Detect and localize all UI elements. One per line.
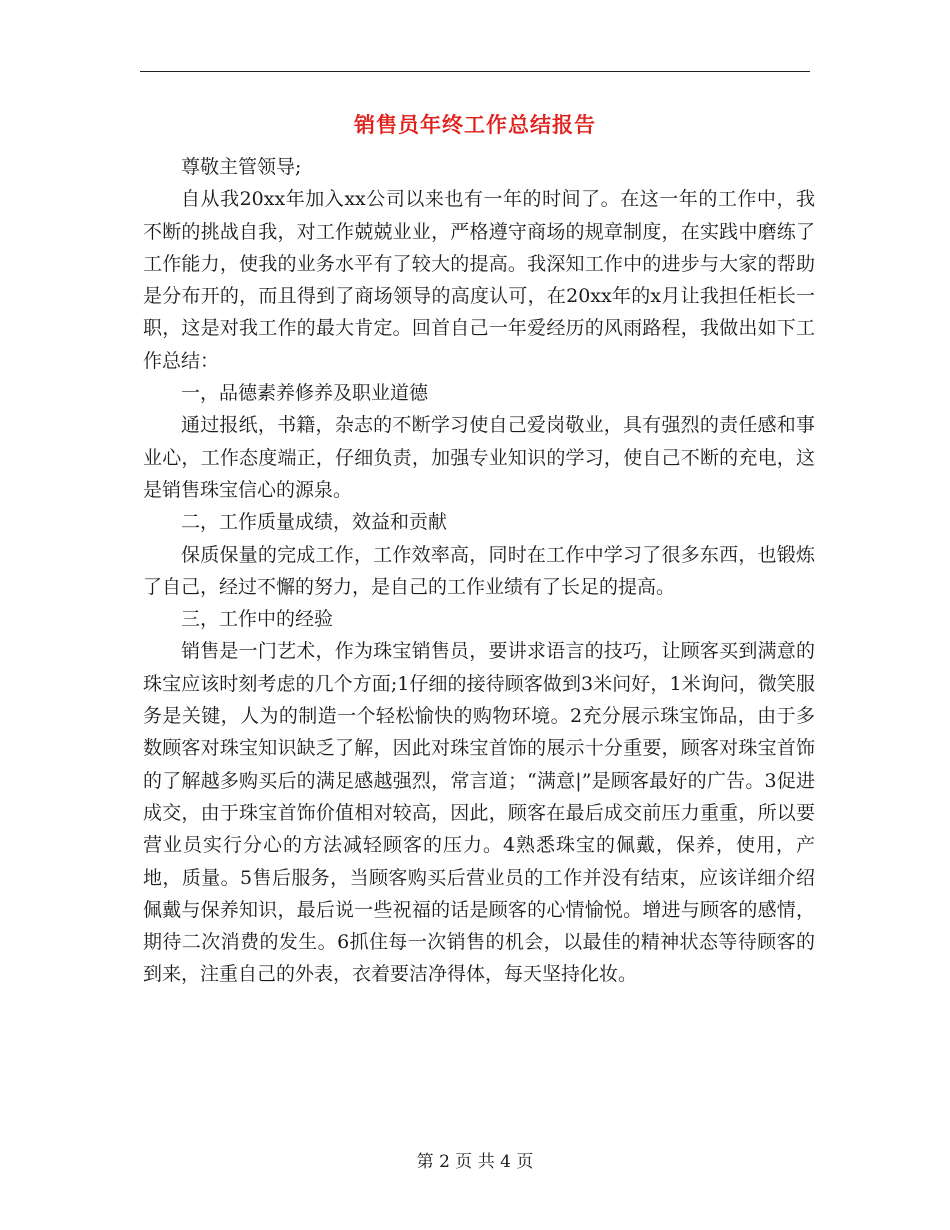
- header-rule: [140, 71, 810, 72]
- section-heading-2: 二，工作质量成绩，效益和贡献: [181, 511, 448, 534]
- section-1-paragraph: 通过报纸，书籍，杂志的不断学习使自己爱岗敬业，具有强烈的责任感和事业心，工作态度端正，仔细负责，加强专业知识的学习，使自己不断的充电，这是销售珠宝信心的源泉。: [143, 414, 815, 501]
- page-number-footer: 第 2 页 共 4 页: [416, 1152, 534, 1172]
- section-heading-3: 三，工作中的经验: [181, 608, 334, 631]
- section-3-paragraph: 销售是一门艺术，作为珠宝销售员，要讲求语言的技巧，让顾客买到满意的珠宝应该时刻考虑的几个方面;1仔细的接待顾客做到3米问好，1米询问，微笑服务是关键，人为的制造一个轻松愉快的购物环境。2充分展示珠宝饰品，由于多数顾客对珠宝知识缺乏了解，因此对珠宝首饰的展示十分重要，顾客对珠宝首饰的了解越多购买后的满足感越强烈，常言道；“满意|”是顾客最好的广告。3促进成交，由于珠宝首饰价值相对较高，因此，顾客在最后成交前压力重重，所以要营业员实行分心的方法减轻顾客的压力。4熟悉珠宝的佩戴，保养，使用，产地，质量。5售后服务，当顾客购买后营业员的工作并没有结束，应该详细介绍佩戴与保养知识，最后说一些祝福的话是顾客的心情愉悦。增进与顾客的感情，期待二次消费的发生。6抓住每一次销售的机会，以最佳的精神状态等待顾客的到来，注重自己的外表，衣着要洁净得体，每天坚持化妆。: [143, 640, 815, 986]
- document-title: 销售员年终工作总结报告: [354, 112, 596, 137]
- document-body: [143, 151, 815, 991]
- salutation-paragraph: 尊敬主管领导;: [181, 156, 302, 178]
- intro-paragraph: 自从我20xx年加入xx公司以来也有一年的时间了。在这一年的工作中，我不断的挑战自我，对工作兢兢业业，严格遵守商场的规章制度，在实践中磨练了工作能力，使我的业务水平有了较大的提高。我深知工作中的进步与大家的帮助是分布开的，而且得到了商场领导的高度认可，在20xx年的x月让我担任柜长一职，这是对我工作的最大肯定。回首自己一年爱经历的风雨路程，我做出如下工作总结：: [143, 188, 815, 372]
- section-2-paragraph: 保质保量的完成工作，工作效率高，同时在工作中学习了很多东西，也锻炼了自己，经过不懈的努力，是自己的工作业绩有了长足的提高。: [143, 543, 815, 598]
- section-heading-1: 一，品德素养修养及职业道德: [181, 382, 429, 405]
